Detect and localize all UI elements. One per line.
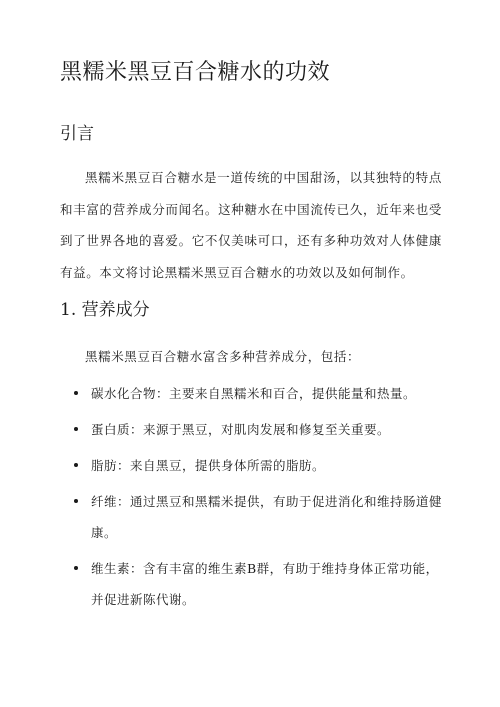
list-item xyxy=(60,486,450,548)
bullet-icon xyxy=(74,427,78,431)
bullet-icon xyxy=(74,566,78,570)
bullet-icon xyxy=(74,391,78,395)
list-item-text: 纤维：通过黑豆和黑糯米提供，有助于促进消化和维持肠道健康。 xyxy=(91,494,443,540)
list-item xyxy=(60,378,450,409)
list-item xyxy=(60,414,450,445)
bullet-icon xyxy=(74,463,78,467)
list-item-text: 碳水化合物：主要来自黑糯米和百合，提供能量和热量。 xyxy=(91,386,417,401)
list-item xyxy=(60,553,450,615)
introduction-paragraph: 黑糯米黑豆百合糖水是一道传统的中国甜汤，以其独特的特点和丰富的营养成分而闻名。这种糖水在中国流传已久，近年来也受到了世界各地的喜爱。它不仅美味可口，还有多种功效对人体健康有益。本文将讨论黑糯米黑豆百合糖水的功效以及如何制作。 xyxy=(60,170,442,280)
document-title: 黑糯米黑豆百合糖水的功效 xyxy=(60,60,331,85)
section-heading-nutrition: 1. 营养成分 xyxy=(60,300,150,320)
list-item-text: 维生素：含有丰富的维生素B群，有助于维持身体正常功能，并促进新陈代谢。 xyxy=(91,561,439,607)
bullet-icon xyxy=(74,499,78,503)
section-heading-introduction: 引言 xyxy=(60,124,94,144)
list-item-text: 脂肪：来自黑豆，提供身体所需的脂肪。 xyxy=(91,458,326,473)
list-item xyxy=(60,450,450,481)
list-item-text: 蛋白质：来源于黑豆，对肌肉发展和修复至关重要。 xyxy=(91,422,391,437)
nutrition-bullet-list xyxy=(60,378,450,620)
nutrition-paragraph: 黑糯米黑豆百合糖水富含多种营养成分，包括： xyxy=(85,349,361,364)
